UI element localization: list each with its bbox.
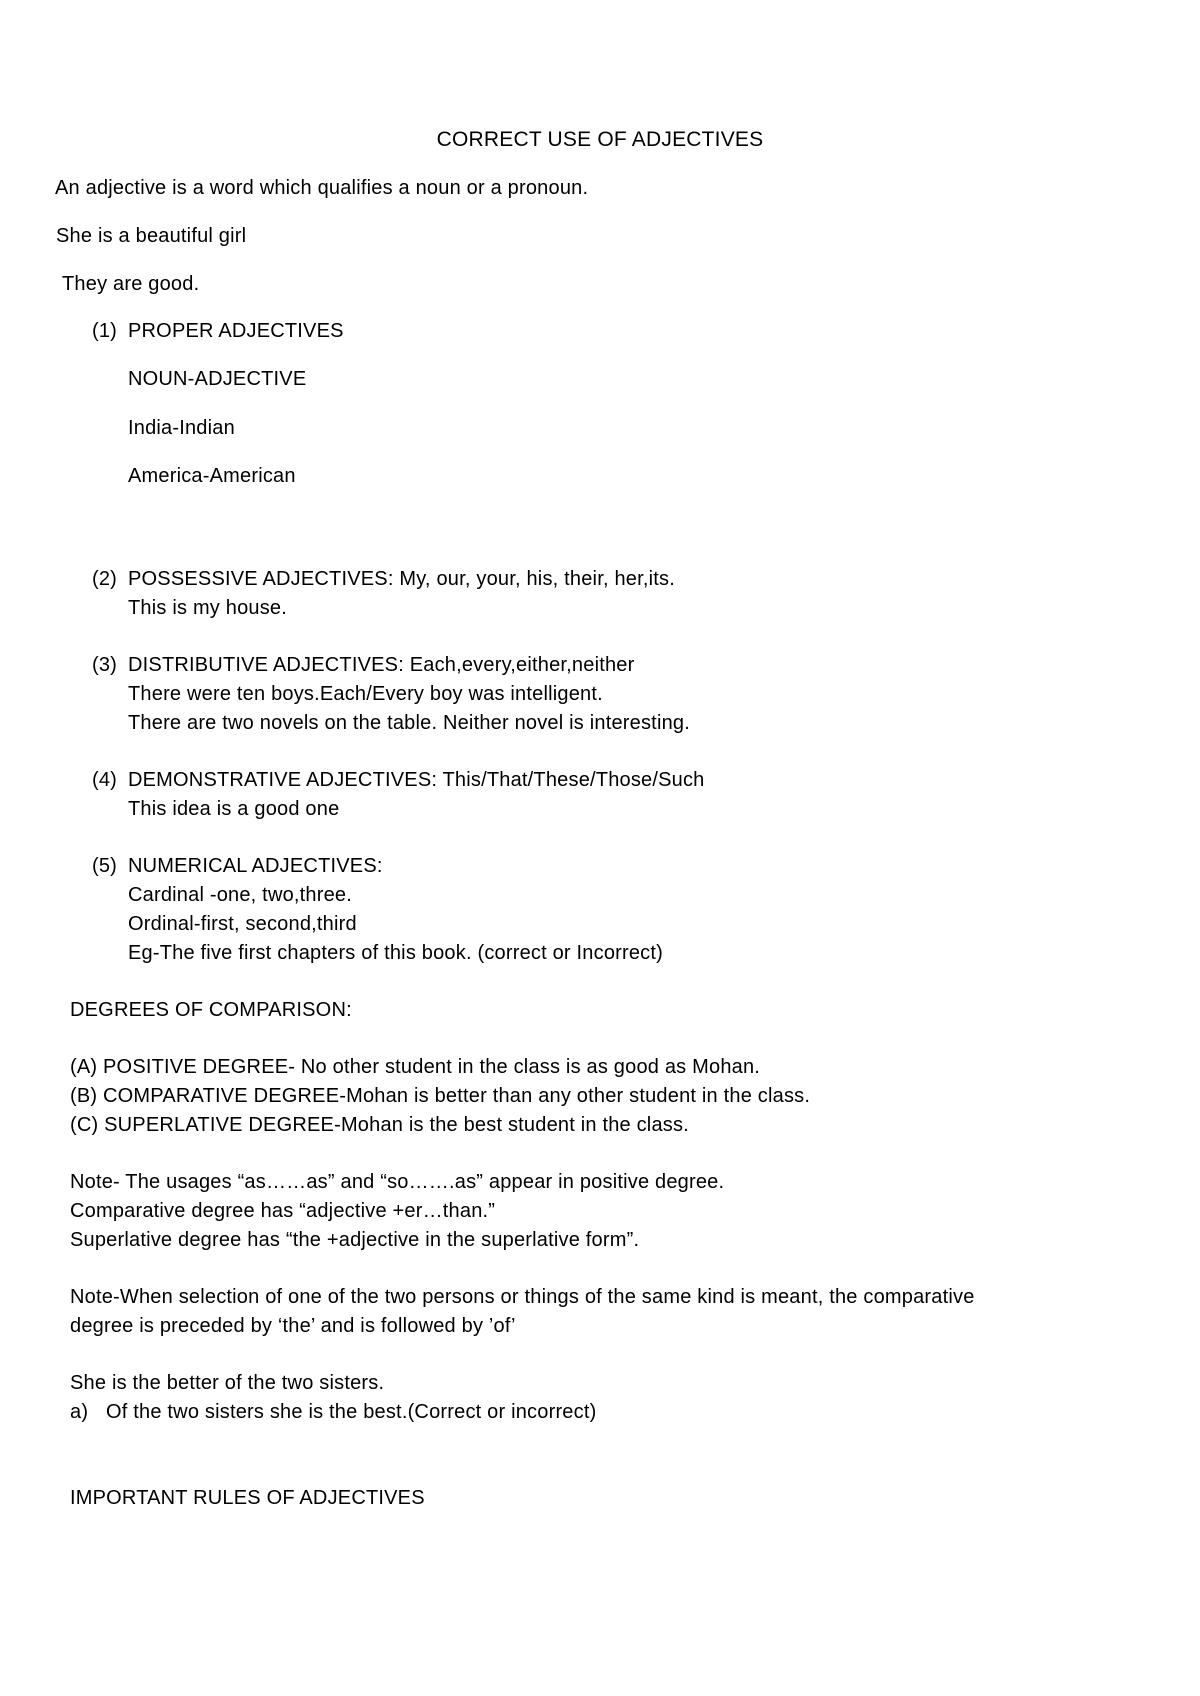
list-line: Eg-The five first chapters of this book. (correct or Incorrect) xyxy=(128,942,664,964)
degree-item: (C) SUPERLATIVE DEGREE-Mohan is the best student in the class. xyxy=(70,1114,689,1136)
section-heading: POSSESSIVE ADJECTIVES: My, our, your, his, their, her,its. xyxy=(128,568,675,590)
example-sentence: They are good. xyxy=(62,273,200,295)
list-item-heading xyxy=(92,852,383,880)
list-number: (4) xyxy=(92,769,118,791)
section-heading: DEMONSTRATIVE ADJECTIVES: This/That/These/Those/Such xyxy=(128,769,705,791)
note-line: Comparative degree has “adjective +er…than.” xyxy=(70,1200,496,1222)
example-sentence: She is a beautiful girl xyxy=(56,225,247,247)
list-number: (3) xyxy=(92,654,118,676)
example-item xyxy=(70,1398,596,1426)
definition-text: An adjective is a word which qualifies a noun or a pronoun. xyxy=(55,177,589,199)
section-heading: PROPER ADJECTIVES xyxy=(128,320,344,342)
example-item-text: Of the two sisters she is the best.(Correct or incorrect) xyxy=(106,1401,597,1423)
list-item-heading xyxy=(92,317,344,345)
list-item-heading xyxy=(92,766,705,794)
list-line: India-Indian xyxy=(128,417,235,439)
page-title: CORRECT USE OF ADJECTIVES xyxy=(436,128,764,151)
list-line: Ordinal-first, second,third xyxy=(128,913,357,935)
note-line: Note-When selection of one of the two persons or things of the same kind is meant, the comparative xyxy=(70,1286,975,1308)
list-line: This is my house. xyxy=(128,597,288,619)
degree-item: (B) COMPARATIVE DEGREE-Mohan is better than any other student in the class. xyxy=(70,1085,811,1107)
example-item-label: a) xyxy=(70,1401,89,1423)
list-line: There were ten boys.Each/Every boy was intelligent. xyxy=(128,683,603,705)
degree-item: (A) POSITIVE DEGREE- No other student in the class is as good as Mohan. xyxy=(70,1056,761,1078)
note-line: Superlative degree has “the +adjective in the superlative form”. xyxy=(70,1229,640,1251)
list-line: There are two novels on the table. Neither novel is interesting. xyxy=(128,712,690,734)
example-sentence: She is the better of the two sisters. xyxy=(70,1372,385,1394)
list-number: (2) xyxy=(92,568,118,590)
list-line: This idea is a good one xyxy=(128,798,340,820)
section-heading: DISTRIBUTIVE ADJECTIVES: Each,every,either,neither xyxy=(128,654,635,676)
section-heading: IMPORTANT RULES OF ADJECTIVES xyxy=(70,1487,425,1509)
list-item-heading xyxy=(92,565,675,593)
note-line: degree is preceded by ‘the’ and is followed by ’of’ xyxy=(70,1315,516,1337)
section-heading: DEGREES OF COMPARISON: xyxy=(70,999,352,1021)
list-line: America-American xyxy=(128,465,296,487)
list-item-heading xyxy=(92,651,634,679)
list-number: (1) xyxy=(92,320,118,342)
list-line: Cardinal -one, two,three. xyxy=(128,884,353,906)
list-number: (5) xyxy=(92,855,118,877)
note-line: Note- The usages “as……as” and “so…….as” appear in positive degree. xyxy=(70,1171,725,1193)
list-line: NOUN-ADJECTIVE xyxy=(128,368,307,390)
section-heading: NUMERICAL ADJECTIVES: xyxy=(128,855,383,877)
